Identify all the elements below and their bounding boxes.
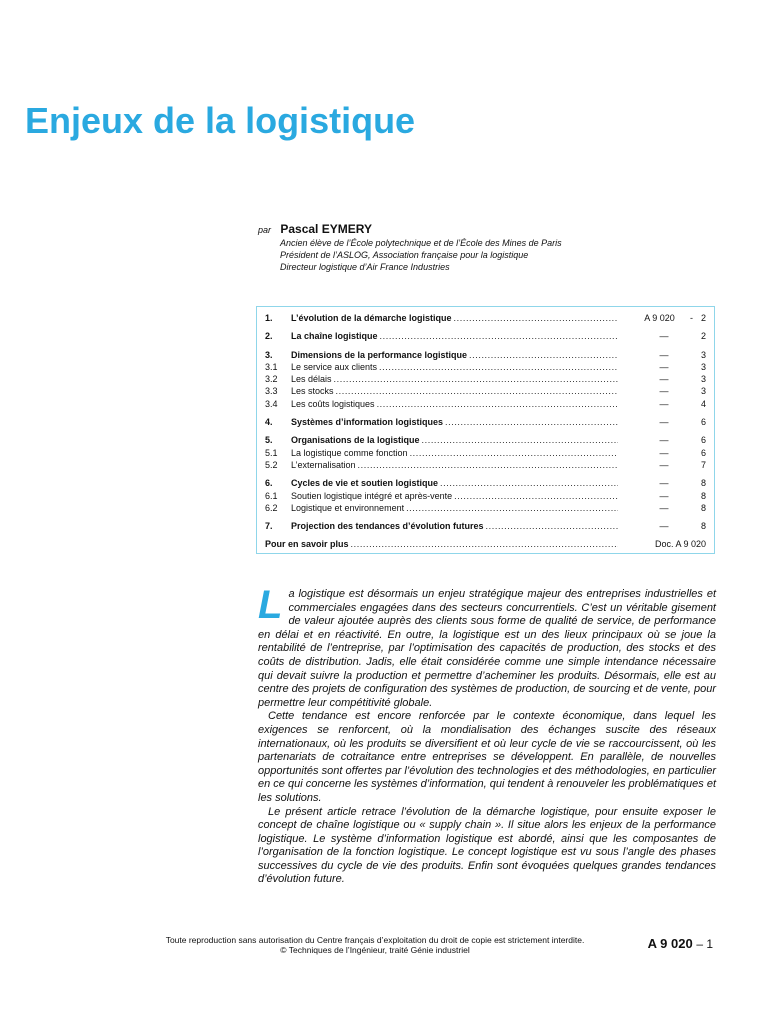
page-reference — [648, 936, 713, 951]
toc-entry-page-number: 2 — [700, 331, 706, 342]
toc-entry-page-number: 6 — [700, 447, 706, 458]
toc-leader-dots — [336, 386, 618, 396]
toc-entry-label: L’évolution de la démarche logistique — [291, 313, 452, 323]
toc-entry-label: L’externalisation — [291, 459, 356, 470]
toc-entry-label: Dimensions de la performance logistique — [291, 349, 468, 360]
toc-entry-page-number: 7 — [700, 459, 706, 470]
toc-entry-ref: — — [659, 490, 669, 501]
toc-entry-page — [620, 491, 706, 501]
toc-entry[interactable] — [265, 460, 706, 472]
toc-entry-page-number: 3 — [700, 374, 706, 385]
toc-entry[interactable] — [265, 399, 706, 411]
toc-entry-ref: — — [659, 435, 669, 446]
affiliation-line: Président de l’ASLOG, Association française pour la logistique — [280, 250, 529, 260]
toc-entry[interactable] — [265, 521, 706, 533]
copyright-line: Toute reproduction sans autorisation du Centre français d’exploitation du droit de copie est strictement interdite. — [165, 935, 585, 945]
toc-entry[interactable] — [265, 539, 706, 551]
toc-leader-dots — [486, 521, 618, 531]
toc-leader-dots — [358, 460, 618, 470]
toc-entry-page — [620, 386, 706, 396]
toc-entry-ref: — — [659, 386, 669, 397]
toc-entry-page — [620, 503, 706, 513]
toc-entry-page-number: 3 — [700, 386, 706, 397]
toc-entry[interactable] — [265, 503, 706, 515]
toc-entry[interactable] — [265, 491, 706, 503]
toc-entry-number: 6. — [265, 478, 273, 489]
toc-leader-dots — [351, 539, 618, 549]
toc-entry-number: 3.1 — [265, 361, 278, 372]
toc-entry-page — [620, 435, 706, 445]
toc-entry[interactable] — [265, 478, 706, 490]
drop-cap: L — [258, 583, 283, 627]
affiliation-line: Directeur logistique d’Air France Industries — [280, 262, 450, 272]
toc-entry-label: Organisations de la logistique — [291, 435, 420, 446]
table-of-contents — [256, 306, 715, 554]
toc-entry-ref: — — [659, 361, 669, 372]
toc-leader-dots — [454, 491, 618, 501]
page-number: – 1 — [696, 937, 713, 951]
toc-leader-dots — [422, 435, 618, 445]
toc-leader-dots — [445, 417, 618, 427]
toc-leader-dots — [454, 313, 618, 323]
toc-entry-number: 4. — [265, 417, 273, 428]
toc-entry-label: Systèmes d’information logistiques — [291, 417, 444, 428]
toc-entry-page-number: 3 — [700, 349, 706, 360]
toc-entry-ref: — — [659, 398, 669, 409]
toc-entry-ref: — — [659, 502, 669, 513]
toc-entry-page — [620, 521, 706, 531]
toc-entry-label: Projection des tendances d’évolution futures — [291, 521, 484, 532]
toc-entry[interactable] — [265, 374, 706, 386]
toc-entry-number: 3.3 — [265, 386, 278, 397]
toc-entry-ref: A 9 020 — [644, 313, 675, 323]
toc-entry-page — [620, 417, 706, 427]
toc-entry-ref: Doc. A 9 020 — [654, 539, 706, 550]
toc-entry-ref: — — [659, 331, 669, 342]
toc-entry-page — [620, 399, 706, 409]
toc-entry-page-number: 4 — [700, 398, 706, 409]
toc-entry-ref: — — [659, 349, 669, 360]
toc-entry-number: 5.1 — [265, 447, 278, 458]
toc-entry-label: Soutien logistique intégré et après-vente — [291, 490, 453, 501]
toc-entry-label: Les coûts logistiques — [291, 398, 375, 409]
document-code: A 9 020 — [647, 936, 693, 951]
toc-entry-number: 6.2 — [265, 502, 278, 513]
toc-entry-ref: — — [659, 459, 669, 470]
intro-paragraph-1 — [258, 583, 716, 710]
toc-entry-label: La logistique comme fonction — [291, 447, 408, 458]
toc-entry-number: 3.4 — [265, 398, 278, 409]
toc-entry-label: La chaîne logistique — [291, 331, 378, 342]
toc-entry-page-number: 2 — [700, 313, 706, 323]
toc-entry-number: 5.2 — [265, 459, 278, 470]
toc-leader-dots — [469, 350, 618, 360]
toc-entry-page-number: 8 — [700, 490, 706, 501]
toc-entry-ref: — — [659, 374, 669, 385]
toc-entry-label: Pour en savoir plus — [265, 539, 349, 550]
toc-entry-number: 5. — [265, 435, 273, 446]
toc-leader-dots — [380, 331, 618, 341]
toc-entry-ref: — — [659, 521, 669, 532]
toc-entry-page — [620, 478, 706, 488]
publisher-line: © Techniques de l’Ingénieur, traité Génie industriel — [280, 945, 470, 955]
toc-entry-number: 6.1 — [265, 490, 278, 501]
toc-entry[interactable] — [265, 417, 706, 429]
toc-entry-number: 2. — [265, 331, 273, 342]
toc-entry-page — [620, 374, 706, 384]
toc-entry-page — [620, 539, 706, 549]
author-name: Pascal EYMERY — [280, 222, 372, 236]
toc-leader-dots — [410, 448, 618, 458]
copyright-notice — [135, 935, 615, 955]
toc-leader-dots — [440, 478, 618, 488]
toc-leader-dots — [406, 503, 618, 513]
toc-entry[interactable] — [265, 435, 706, 447]
toc-entry[interactable] — [265, 331, 706, 343]
toc-entry-label: Cycles de vie et soutien logistique — [291, 478, 439, 489]
toc-entry[interactable] — [265, 362, 706, 374]
intro-paragraph-2: Cette tendance est encore renforcée par le contexte économique, dans lequel les exigences se renforcent, où la mondialisation des échanges suscite des réseaux internationaux, où les produits se diversifient et où leur cycle de vie se raccourcissent, où les partenariats de cotraitance entre entreprises se développent. En parallèle, de nouvelles opportunités sont offertes par l’évolution des technologies et des méthodologies, en particulier en ce qui concerne les systèmes d’information, qui tendent à renouveler les problématiques et les solutions. — [258, 710, 716, 804]
toc-entry-page-number: 8 — [700, 502, 706, 513]
toc-entry[interactable] — [265, 448, 706, 460]
toc-entry[interactable] — [265, 386, 706, 398]
toc-leader-dots — [334, 374, 618, 384]
toc-entry[interactable] — [265, 313, 706, 325]
toc-entry-ref: — — [659, 478, 669, 489]
toc-entry-label: Les délais — [291, 374, 332, 385]
toc-entry[interactable] — [265, 350, 706, 362]
toc-entry-page — [620, 362, 706, 372]
toc-entry-ref: — — [659, 447, 669, 458]
toc-entry-page-number: 3 — [700, 361, 706, 372]
toc-entry-label: Le service aux clients — [291, 361, 378, 372]
toc-entry-page-number: 8 — [700, 478, 706, 489]
author-affiliations — [280, 237, 562, 273]
toc-entry-number: 1. — [265, 313, 273, 323]
byline — [258, 222, 372, 236]
toc-entry-page — [620, 350, 706, 360]
toc-leader-dots — [379, 362, 618, 372]
toc-entry-ref: — — [659, 417, 669, 428]
toc-entry-label: Les stocks — [291, 386, 334, 397]
toc-entry-number: 3.2 — [265, 374, 278, 385]
affiliation-line: Ancien élève de l’École polytechnique et de l’École des Mines de Paris — [280, 238, 562, 248]
intro-paragraph-1-text: a logistique est désormais un enjeu stratégique majeur des entreprises industrielles et commerciales engagées dans des secteurs concurrentiels. C’est un véritable gisement de valeur ajoutée auprès des clients sous forme de qualité de service, de performance en délai et en réactivité. En outre, la logistique est un des lieux principaux où se joue la rentabilité de l’entreprise, par l’optimisation des capacités de production, des stocks et des coûts de distribution. Jadis, elle était considérée comme une simple intendance nécessaire qui devait suivre la production et permettre d’acheminer les produits. Désormais, elle est au centre des projets de configuration des systèmes de production, de sourcing et de vente, pour permettre leur compétitivité globale. — [258, 588, 716, 709]
toc-entry-page-number: 8 — [700, 521, 706, 532]
toc-entry-page — [620, 313, 706, 323]
toc-entry-page — [620, 331, 706, 341]
toc-entry-separator: - — [690, 313, 693, 323]
toc-entry-number: 7. — [265, 521, 273, 532]
intro-paragraph-3: Le présent article retrace l’évolution de la démarche logistique, pour ensuite exposer le concept de chaîne logistique ou « supply chain ». Il situe alors les enjeux de la performance logistique. Le système d’information logistique est abordé, ainsi que les composantes de l’organisation de la fonction logistique. Le concept logistique est vu sous l’angle des phases successives du cycle de vie des produits. Enfin sont évoquées quelques grandes tendances d’évolution future. — [258, 805, 716, 886]
toc-leader-dots — [377, 399, 618, 409]
toc-entry-label: Logistique et environnement — [291, 502, 405, 513]
article-title: Enjeux de la logistique — [25, 100, 416, 141]
toc-entry-page-number: 6 — [700, 435, 706, 446]
toc-entry-page — [620, 448, 706, 458]
introduction-text — [258, 583, 716, 887]
toc-entry-page-number: 6 — [700, 417, 706, 428]
toc-entry-page — [620, 460, 706, 470]
toc-entry-number: 3. — [265, 349, 273, 360]
byline-prefix: par — [258, 225, 272, 235]
